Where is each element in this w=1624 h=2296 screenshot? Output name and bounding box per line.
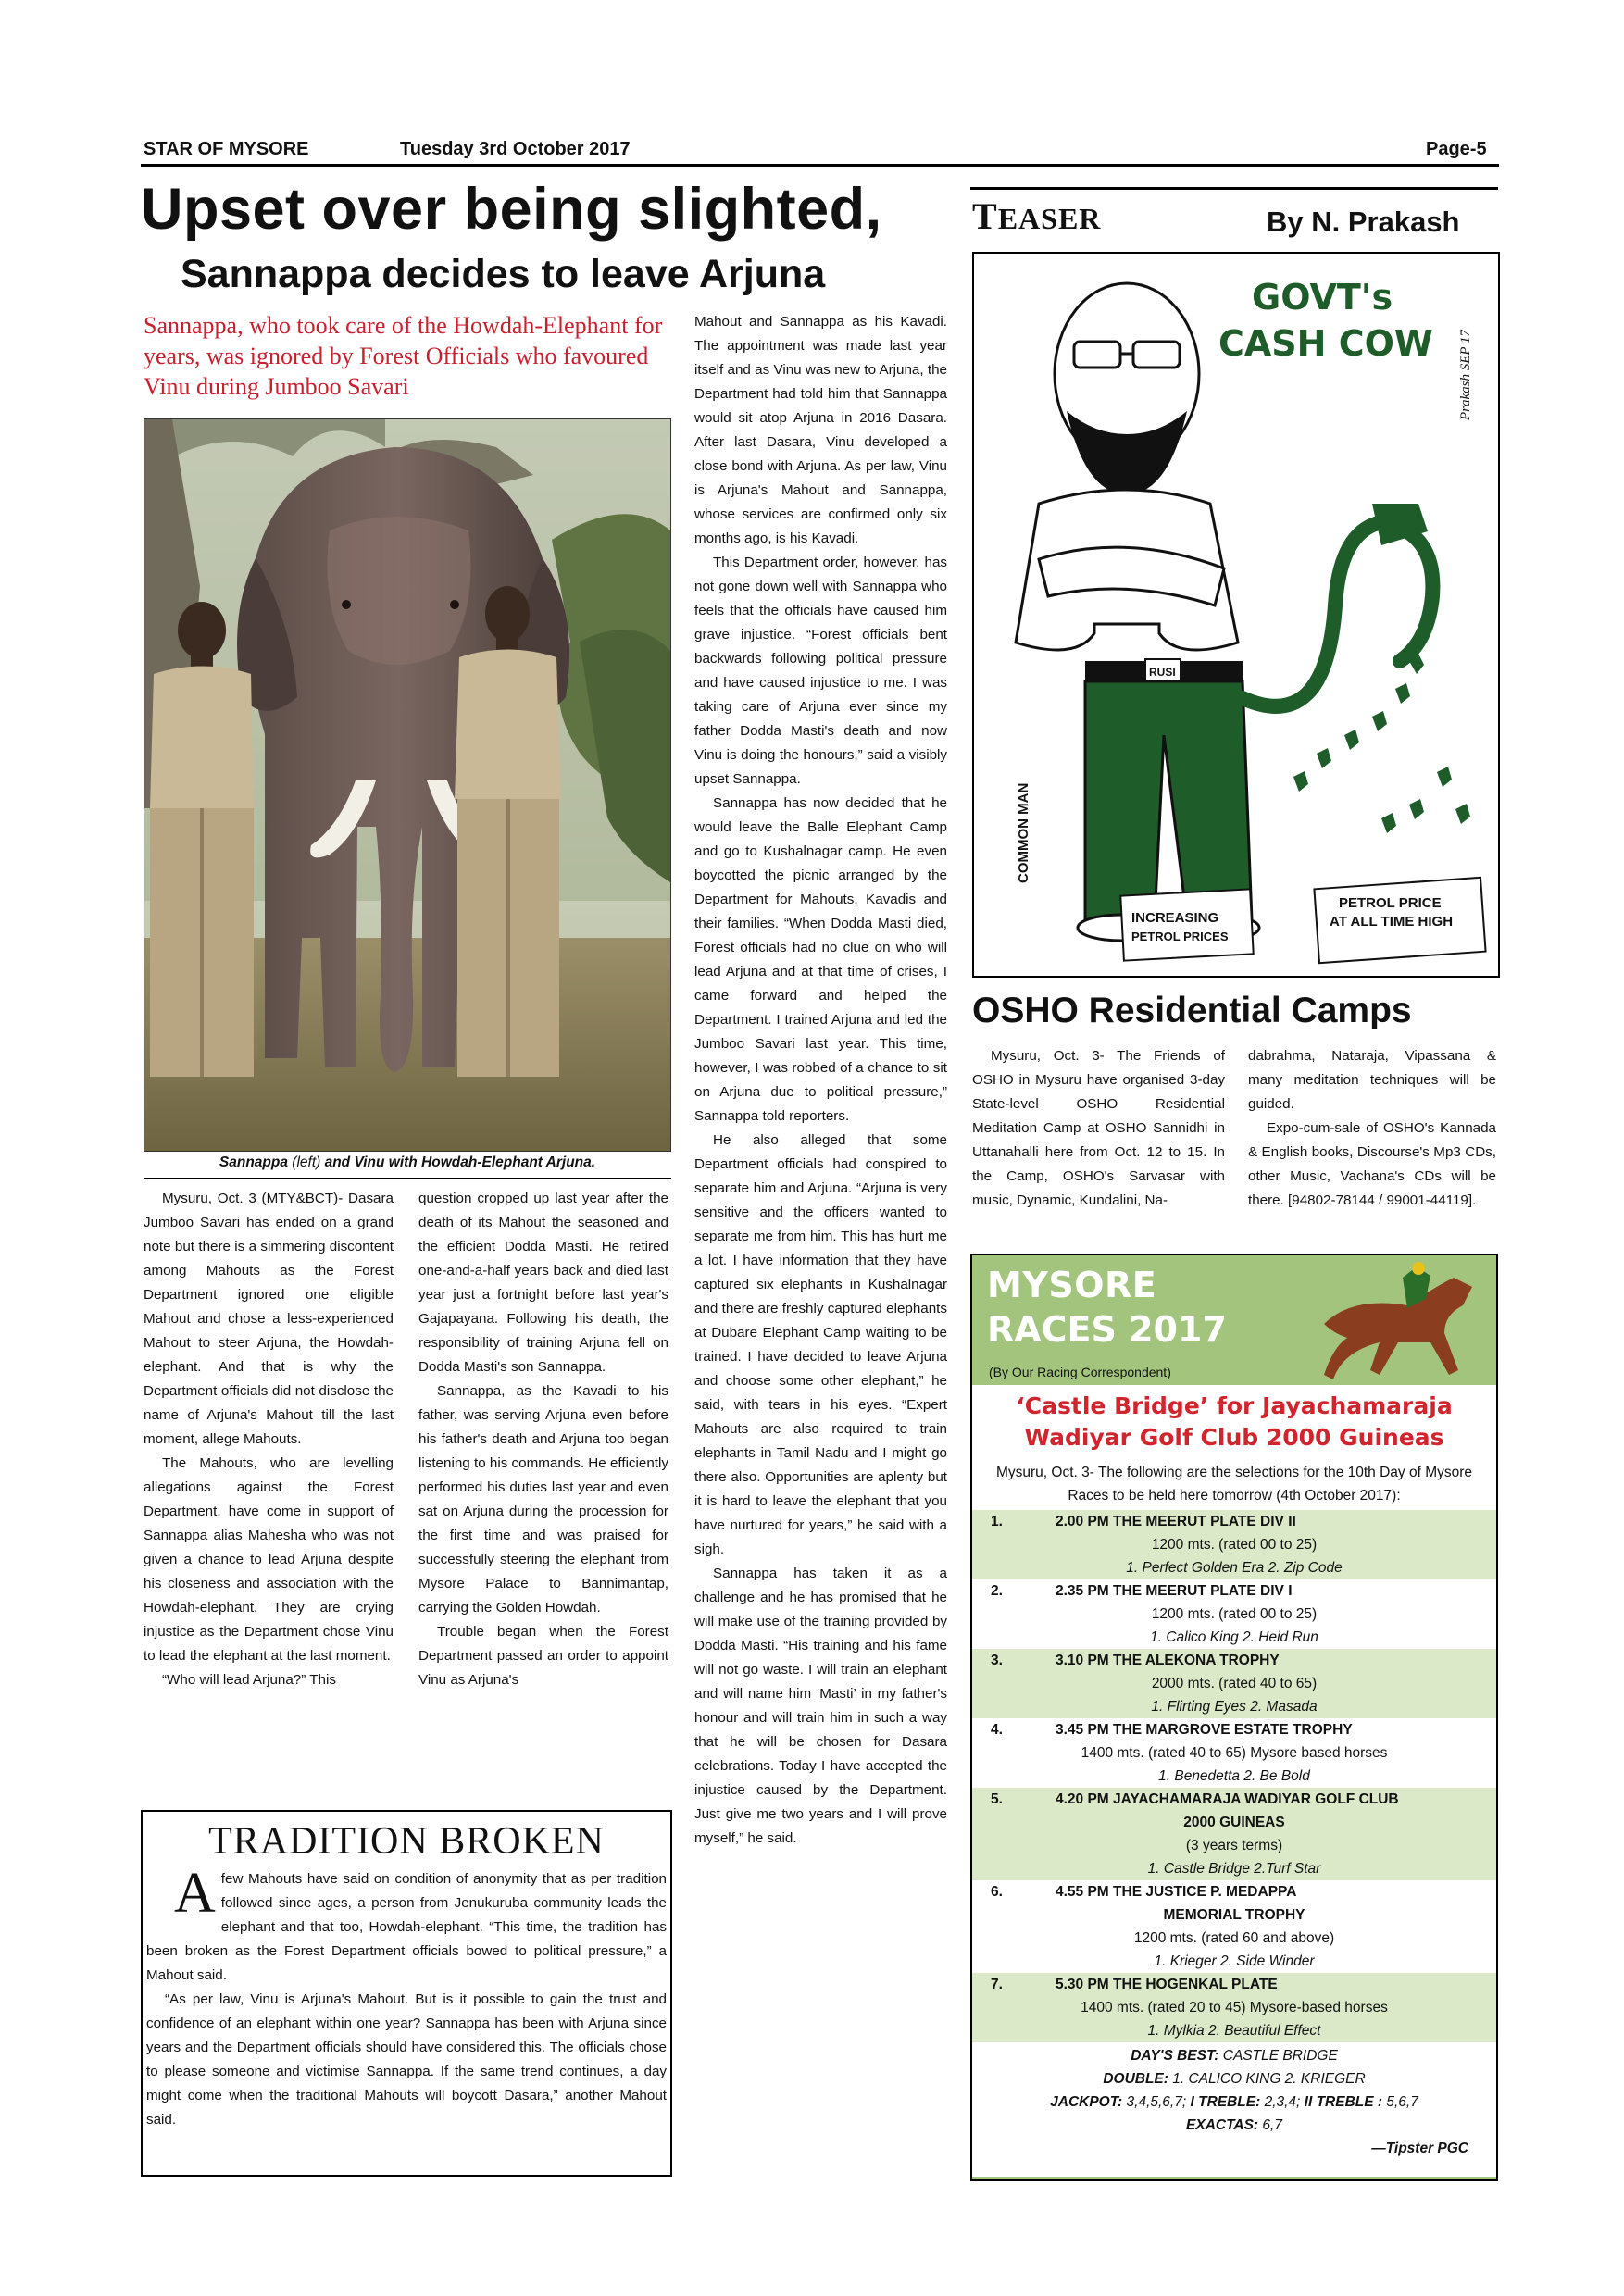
- cartoon-title-2: CASH COW: [1218, 323, 1433, 364]
- osho-title: OSHO Residential Camps: [972, 991, 1412, 1030]
- page-number: Page-5: [1426, 139, 1487, 159]
- races-intro: Mysuru, Oct. 3- The following are the selections for the 10th Day of Mysore Races to be held here tomorrow (4th October 2017):: [995, 1465, 1473, 1504]
- races-correspondent: (By Our Racing Correspondent): [989, 1365, 1171, 1379]
- teaser-top-rule: [970, 187, 1498, 190]
- races-headline-1: ‘Castle Bridge’ for Jayachamaraja: [1016, 1392, 1453, 1419]
- common-man-label: COMMON MAN: [1016, 782, 1031, 883]
- paper-right-line1: PETROL PRICE: [1339, 895, 1442, 911]
- teaser-title: TEASER: [972, 195, 1102, 237]
- race-item: 4. 3.45 PM THE MARGROVE ESTATE TROPHY 1400 mts. (rated 40 to 65) Mysore based horses 1. Benedetta 2. Be Bold: [972, 1718, 1496, 1788]
- issue-date: Tuesday 3rd October 2017: [400, 139, 631, 159]
- tradition-title: TRADITION BROKEN: [208, 1820, 605, 1863]
- paper-left-line1: INCREASING: [1131, 910, 1219, 926]
- article-paragraph: This Department order, however, has not gone down well with Sannappa who feels that the officials have caused him grave injustice. “Forest officials bent backwards following political pressure and have caused injustice to me. I was taking care of Arjuna ever since my father Dodda Masti's death and now Vinu is doing the honours,” said a visibly upset Sannappa.: [694, 555, 947, 787]
- osho-column-2: [1248, 1044, 1496, 1213]
- osho-paragraph: Expo-cum-sale of OSHO's Kannada & English books, Discourse's Mp3 CDs, other Music, Vachana's CDs will be there. [94802-78144 / 99001-44119].: [1248, 1120, 1496, 1208]
- caption-rule: [144, 1178, 671, 1179]
- cartoonist-signature: Prakash SEP 17: [1458, 329, 1473, 420]
- photo-caption: [144, 1154, 671, 1171]
- tradition-paragraph: Afew Mahouts have said on condition of anonymity that as per tradition followed since ages, a person from Jenukuruba community leads the elephant and that too, Howdah-elephant. “This time, the tradition has been broken as the Forest Department officials bowed to political pressure,” a Mahout said.: [146, 1862, 667, 1983]
- article-column-3: [694, 310, 947, 1851]
- race-item: 3. 3.10 PM THE ALEKONA TROPHY 2000 mts. (rated 40 to 65) 1. Flirting Eyes 2. Masada: [972, 1649, 1496, 1718]
- races-summary: [972, 2042, 1496, 2160]
- headline: Upset over being slighted,: [141, 177, 882, 242]
- header-rule: [141, 164, 1499, 167]
- article-column-1: [144, 1187, 394, 1692]
- cartoon-title-1: GOVT's: [1252, 277, 1393, 318]
- osho-paragraph: Mysuru, Oct. 3- The Friends of OSHO in Mysuru have organised 3-day State-level OSHO Residential Meditation Camp at OSHO Sannidhi in Uttanahalli here from Oct. 12 to 15. In the Camp, OSHO's Sarvasar with music, Dynamic, Kundalini, Na-: [972, 1048, 1225, 1208]
- article-paragraph: Trouble began when the Forest Department passed an order to appoint Vinu as Arjuna's: [418, 1624, 668, 1688]
- article-paragraph: He also alleged that some Department officials had conspired to separate him and Arjuna. “Arjuna is very sensitive and the officers wanted to separate me from him. This has hurt me a lot. I have information that they have captured six elephants in Kushalnagar and there are freshly captured elephants at Dubare Elephant Camp waiting to be trained. I have decided to leave Arjuna and choose some other elephant,” he said, with tears in his eyes. “Expert Mahouts are also required to train elephants in Tamil Nadu and I might go there also. Opportunities are aplenty but it is hard to leave the elephant that you have nurtured for years,” he said with a sigh.: [694, 1132, 947, 1557]
- osho-column-1: [972, 1044, 1225, 1213]
- race-item: 1. 2.00 PM THE MEERUT PLATE DIV II 1200 mts. (rated 00 to 25) 1. Perfect Golden Era 2. Zip Code: [972, 1510, 1496, 1579]
- subheadline: Sannappa decides to leave Arjuna: [181, 252, 826, 296]
- elephant-illustration: [144, 419, 670, 1151]
- osho-paragraph: dabrahma, Nataraja, Vipassana & many meditation techniques will be guided.: [1248, 1048, 1496, 1112]
- elephant-photo: [144, 418, 671, 1152]
- tipster: —Tipster PGC: [1371, 2140, 1468, 2156]
- races-headline-2: Wadiyar Golf Club 2000 Guineas: [1024, 1424, 1444, 1451]
- race-item: 2. 2.35 PM THE MEERUT PLATE DIV I 1200 mts. (rated 00 to 25) 1. Calico King 2. Heid Run: [972, 1579, 1496, 1649]
- races-list: [972, 1510, 1496, 2160]
- caption-rest: and Vinu with Howdah-Elephant Arjuna.: [324, 1154, 596, 1170]
- racehorse-icon: [1305, 1259, 1491, 1389]
- paper-right-line2: AT ALL TIME HIGH: [1330, 914, 1454, 930]
- cartoon-illustration: [974, 254, 1498, 976]
- article-paragraph: question cropped up last year after the death of its Mahout the seasoned and the efficient Dodda Masti. He retired one-and-a-half years back and died last year just a fortnight before last year's Gajapayana. Following his death, the responsibility of training Arjuna fell on Dodda Masti's son Sannappa.: [418, 1191, 668, 1375]
- teaser-byline: By N. Prakash: [1267, 206, 1460, 238]
- article-paragraph: The Mahouts, who are levelling allegations against the Forest Department, have come in support of Sannappa alias Mahesha who was not given a chance to lead Arjuna despite his closeness and association with the Howdah-elephant. They are crying injustice as the Department chose Vinu to lead the elephant at the last moment.: [144, 1455, 394, 1664]
- cartoon-frame: [972, 252, 1500, 978]
- days-best: DAY'S BEST: CASTLE BRIDGE: [1131, 2048, 1338, 2064]
- article-paragraph: “Who will lead Arjuna?” This: [162, 1672, 336, 1688]
- double: DOUBLE: 1. CALICO KING 2. KRIEGER: [1103, 2071, 1366, 2087]
- paper-name: STAR OF MYSORE: [144, 139, 309, 159]
- exactas: EXACTAS: 6,7: [1186, 2117, 1282, 2133]
- caption-left: (left): [292, 1154, 321, 1170]
- race-item: 7. 5.30 PM THE HOGENKAL PLATE 1400 mts. (rated 20 to 45) Mysore-based horses 1. Mylkia 2. Beautiful Effect: [972, 1973, 1496, 2042]
- belt-buckle: RUSI: [1149, 666, 1176, 679]
- article-paragraph: Sannappa has now decided that he would leave the Balle Elephant Camp and go to Kushalnagar camp. He even boycotted the picnic arranged by the Department for Mahouts, Kavadis and their families. “When Dodda Masti died, Forest officials had no clue on who will lead Arjuna and at that time of crises, I came forward and helped the Department. I trained Arjuna and led the Jumboo Savari last year. This time, however, I was robbed of a chance to sit on Arjuna due to political pressure,” Sannappa told reporters.: [694, 795, 947, 1124]
- drop-cap: A: [174, 1862, 216, 1925]
- article-paragraph: Sannappa, as the Kavadi to his father, was serving Arjuna even before his father's death and Arjuna too began listening to his commands. He efficiently performed his duties last year and even sat on Arjuna during the procession for the first time and was praised for successfully steering the elephant from Mysore Palace to Bannimantap, carrying the Golden Howdah.: [418, 1383, 668, 1616]
- races-box: [970, 1254, 1498, 2181]
- caption-name: Sannappa: [219, 1154, 288, 1170]
- races-title-2: RACES 2017: [987, 1309, 1227, 1350]
- article-deck: Sannappa, who took care of the Howdah-Elephant for years, was ignored by Forest Officials who favoured Vinu during Jumboo Savari: [144, 312, 663, 400]
- article-paragraph: Sannappa has taken it as a challenge and he has promised that he will make use of the training provided by Dodda Masti. “His training and his fame will not go waste. I will train an elephant and will name him ‘Masti’ in my father's honour and will train him in such a way that he will be chosen for Dasara celebrations. Today I have accepted the injustice caused by the Department. Just give me two years and I will prove myself,” he said.: [694, 1566, 947, 1846]
- article-paragraph: Mahout and Sannappa as his Kavadi. The appointment was made last year itself and as Vinu was new to Arjuna, the Department had told him that Sannappa would sit atop Arjuna in 2016 Dasara. After last Dasara, Vinu developed a close bond with Arjuna. As per law, Vinu is Arjuna's Mahout and Sannappa, whose services are confirmed only six months ago, is his Kavadi.: [694, 314, 947, 546]
- man-left: [150, 602, 254, 1077]
- article-column-2: [418, 1187, 668, 1692]
- race-item: 6. 4.55 PM THE JUSTICE P. MEDAPPA MEMORIAL TROPHY 1200 mts. (rated 60 and above) 1. Krieger 2. Side Winder: [972, 1880, 1496, 1973]
- man-right: [455, 586, 561, 1077]
- tradition-paragraph: “As per law, Vinu is Arjuna's Mahout. But is it possible to gain the trust and confidence of an elephant within one year? Sannappa has been with Arjuna since years and the Department officials should have considered this. The officials chose to please someone and victimise Sannappa. If the same trend continues, a day might come when the traditional Mahouts will boycott Dasara,” another Mahout said.: [146, 1991, 667, 2128]
- tradition-box: [141, 1810, 672, 2177]
- race-item: 5. 4.20 PM JAYACHAMARAJA WADIYAR GOLF CLUB 2000 GUINEAS (3 years terms) 1. Castle Bridge 2.Turf Star: [972, 1788, 1496, 1880]
- paper-left-line2: PETROL PRICES: [1131, 930, 1229, 943]
- article-paragraph: Mysuru, Oct. 3 (MTY&BCT)- Dasara Jumboo Savari has ended on a grand note but there is a simmering discontent among Mahouts as the Forest Department ignored one eligible Mahout and chose a less-experienced Mahout to steer Arjuna, the Howdah-elephant. And that is why the Department officials did not disclose the name of Arjuna's Mahout till the last moment, allege Mahouts.: [144, 1191, 394, 1447]
- races-title-1: MYSORE: [987, 1265, 1157, 1305]
- races-headline: [972, 1391, 1496, 1454]
- jackpot-trebles: JACKPOT: 3,4,5,6,7; I TREBLE: 2,3,4; II TREBLE : 5,6,7: [1050, 2094, 1418, 2110]
